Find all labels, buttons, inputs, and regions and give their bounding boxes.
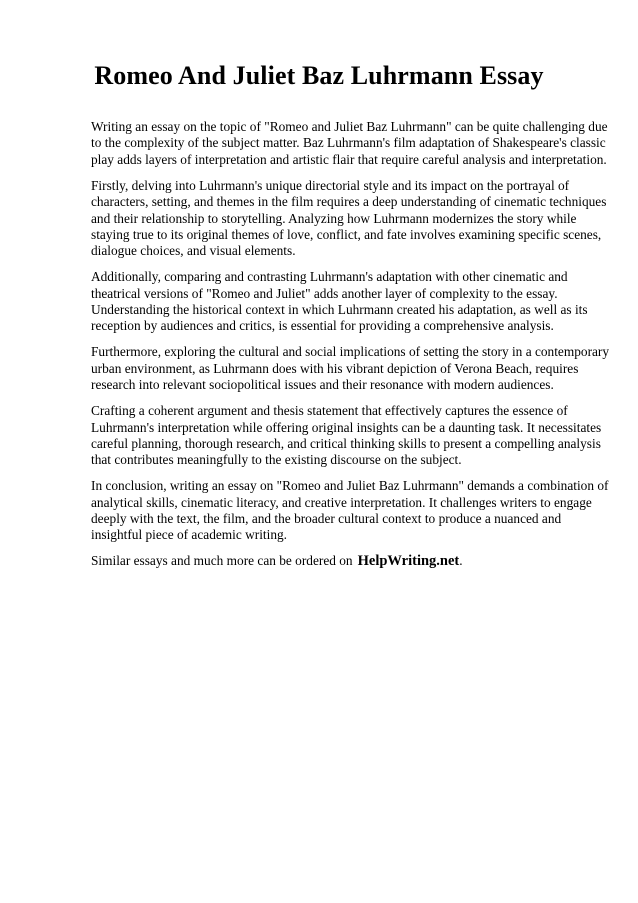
text-line: analytical skills, cinematic literacy, and creative interpretation. It challenges writers to engage bbox=[91, 494, 592, 510]
text-line: Additionally, comparing and contrasting Luhrmann's adaptation with other cinematic and bbox=[91, 269, 568, 285]
document-title: Romeo And Juliet Baz Luhrmann Essay bbox=[94, 61, 544, 90]
closing-punctuation: . bbox=[459, 553, 463, 569]
text-line: Writing an essay on the topic of "Romeo and Juliet Baz Luhrmann" can be quite challenging due bbox=[91, 119, 608, 134]
closing-line bbox=[91, 553, 601, 569]
paragraph-2 bbox=[91, 177, 607, 260]
text-line: Firstly, delving into Luhrmann's unique directorial style and its impact on the portrayal of bbox=[91, 177, 570, 193]
paragraph-1 bbox=[91, 119, 608, 168]
paragraph-4 bbox=[91, 344, 610, 393]
text-line: insightful piece of academic writing. bbox=[91, 527, 288, 543]
text-line: reception by audiences and critics, is essential for providing a comprehensive analysis. bbox=[91, 318, 554, 334]
text-line: that contributes meaningfully to the existing discourse on the subject. bbox=[91, 452, 462, 468]
essay-body bbox=[91, 119, 610, 570]
helpwriting-link[interactable]: HelpWriting.net bbox=[357, 553, 460, 570]
text-line: theatrical versions of "Romeo and Juliet" adds another layer of complexity to the essay. bbox=[91, 285, 558, 301]
text-line: deeply with the text, the film, and the broader cultural context to produce a nuanced and bbox=[91, 511, 562, 527]
text-line: play adds layers of interpretation and artistic flair that require careful analysis and interpretation. bbox=[91, 151, 607, 167]
closing-text: Similar essays and much more can be ordered on bbox=[91, 553, 353, 569]
text-line: dialogue choices, and visual elements. bbox=[91, 243, 296, 259]
paragraph-3 bbox=[91, 269, 601, 335]
text-line: Understanding the historical context in which Luhrmann created his adaptation, as well as its bbox=[91, 302, 588, 318]
text-line: staying true to its original themes of love, conflict, and fate involves examining specific scenes, bbox=[91, 226, 602, 242]
text-line: In conclusion, writing an essay on "Romeo and Juliet Baz Luhrmann" demands a combination of bbox=[91, 478, 609, 494]
paragraph-5 bbox=[91, 403, 601, 469]
text-line: Luhrmann's interpretation while offering original insights can be a daunting task. It necessitates bbox=[91, 419, 602, 435]
text-line: careful planning, thorough research, and critical thinking skills to present a compelling analysis bbox=[91, 435, 601, 451]
text-line: Furthermore, exploring the cultural and social implications of setting the story in a contemporary bbox=[91, 344, 610, 360]
text-line: research into relevant sociopolitical issues and their resonance with modern audiences. bbox=[91, 377, 554, 393]
text-line: Crafting a coherent argument and thesis statement that effectively captures the essence of bbox=[91, 403, 568, 419]
paragraph-6 bbox=[91, 478, 609, 544]
text-line: characters, setting, and themes in the film requires a deep understanding of cinematic techniques bbox=[91, 194, 607, 210]
text-line: urban environment, as Luhrmann does with his vibrant depiction of Verona Beach, requires bbox=[91, 360, 579, 376]
text-line: to the complexity of the subject matter. Baz Luhrmann's film adaptation of Shakespeare's classic bbox=[91, 135, 606, 151]
text-line: and their relationship to storytelling. Analyzing how Luhrmann modernizes the story while bbox=[91, 210, 577, 226]
